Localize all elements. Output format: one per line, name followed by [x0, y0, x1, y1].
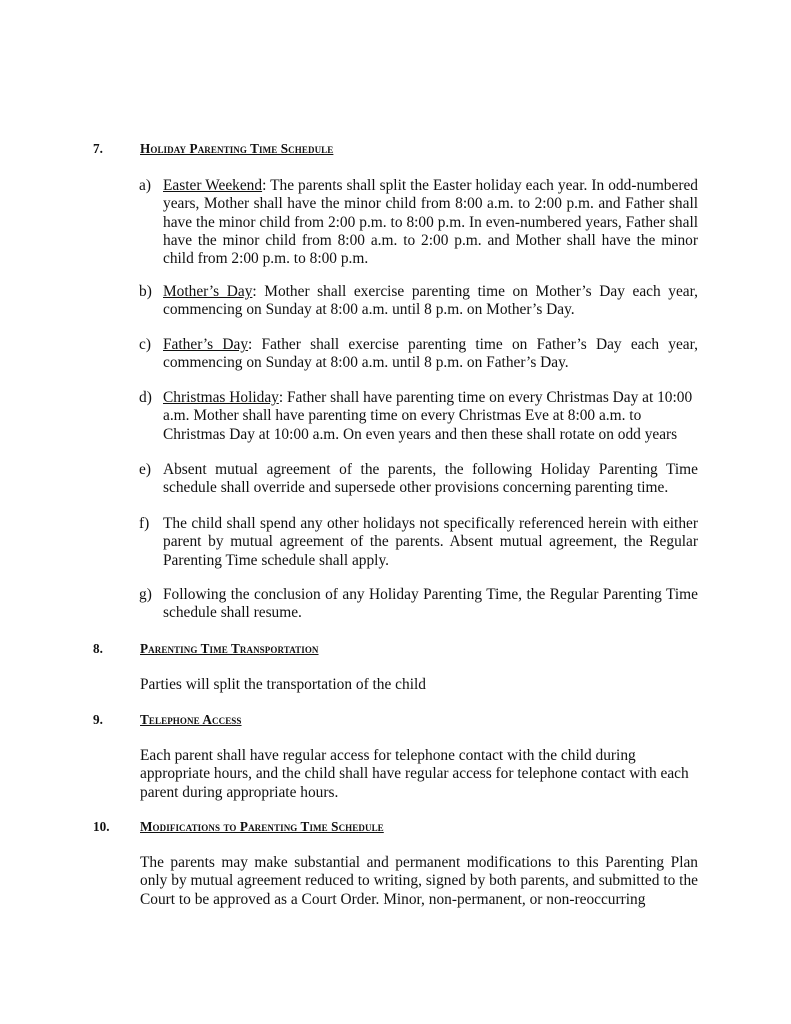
- item-label: e): [139, 461, 151, 478]
- section-title: Holiday Parenting Time Schedule: [140, 141, 334, 156]
- section-8-body: Parties will split the transportation of the child: [140, 676, 426, 693]
- item-text: [163, 336, 698, 373]
- item-text: [163, 389, 698, 444]
- item-heading: Christmas Holiday: [163, 389, 279, 406]
- section-number: 8.: [93, 641, 103, 656]
- item-text: [163, 177, 698, 268]
- section-title: Modifications to Parenting Time Schedule: [140, 819, 384, 834]
- item-heading: Father’s Day: [163, 336, 249, 353]
- section-title: Parenting Time Transportation: [140, 641, 319, 656]
- section-10-body: The parents may make substantial and permanent modifications to this Parenting Plan only by mutual agreement reduced to writing, signed by both parents, and submitted to the Court to be approved as a Court Order. Minor, non-permanent, or non-reoccurring: [140, 854, 698, 908]
- item-label: b): [139, 283, 152, 300]
- item-body: Absent mutual agreement of the parents, the following Holiday Parenting Time schedule shall override and supersede other provisions concerning parenting time.: [163, 461, 698, 497]
- item-label: d): [139, 389, 152, 406]
- item-label: f): [139, 515, 150, 532]
- item-body: : Father shall have parenting time on every Christmas Day at 10:00 a.m. Mother shall have parenting time on every Christmas Eve at 8:00 a.m. to Christmas Day at 10:00 a.m. On even years and then these shall rotate on odd years: [163, 389, 693, 443]
- section-9-body: Each parent shall have regular access for telephone contact with the child during appropriate hours, and the child shall have regular access for telephone contact with each parent during appropriate hours.: [140, 747, 689, 801]
- item-body: The child shall spend any other holidays not specifically referenced herein with either parent by mutual agreement of the parents. Absent mutual agreement, the Regular Parenting Time schedule shall apply.: [163, 515, 698, 569]
- section-number: 9.: [93, 712, 103, 727]
- item-label: g): [139, 586, 152, 603]
- item-body: : Mother shall exercise parenting time on Mother’s Day each year, commencing on Sunday at 8:00 a.m. until 8 p.m. on Mother’s Day.: [163, 283, 698, 319]
- item-body: Following the conclusion of any Holiday Parenting Time, the Regular Parenting Time schedule shall resume.: [163, 586, 698, 622]
- item-label: a): [139, 177, 151, 194]
- item-text: [163, 461, 698, 498]
- item-text: [163, 586, 698, 623]
- section-title: Telephone Access: [140, 712, 242, 727]
- item-label: c): [139, 336, 151, 353]
- section-number: 10.: [93, 819, 110, 834]
- item-heading: Easter Weekend: [163, 177, 263, 194]
- item-body: : The parents shall split the Easter holiday each year. In odd-numbered years, Mother shall have the minor child from 8:00 a.m. to 2:00 p.m. and Father shall have the minor child from 2:00 p.m. to 8:00 p.m. In even-numbered years, Father shall have the minor child from 8:00 a.m. to 2:00 p.m. and Mother shall have the minor child from 2:00 p.m. to 8:00 p.m.: [163, 177, 698, 268]
- item-text: [163, 515, 698, 570]
- section-number: 7.: [93, 141, 103, 156]
- item-text: [163, 283, 698, 320]
- item-heading: Mother’s Day: [163, 283, 253, 300]
- item-body: : Father shall exercise parenting time on Father’s Day each year, commencing on Sunday at 8:00 a.m. until 8 p.m. on Father’s Day.: [163, 336, 698, 372]
